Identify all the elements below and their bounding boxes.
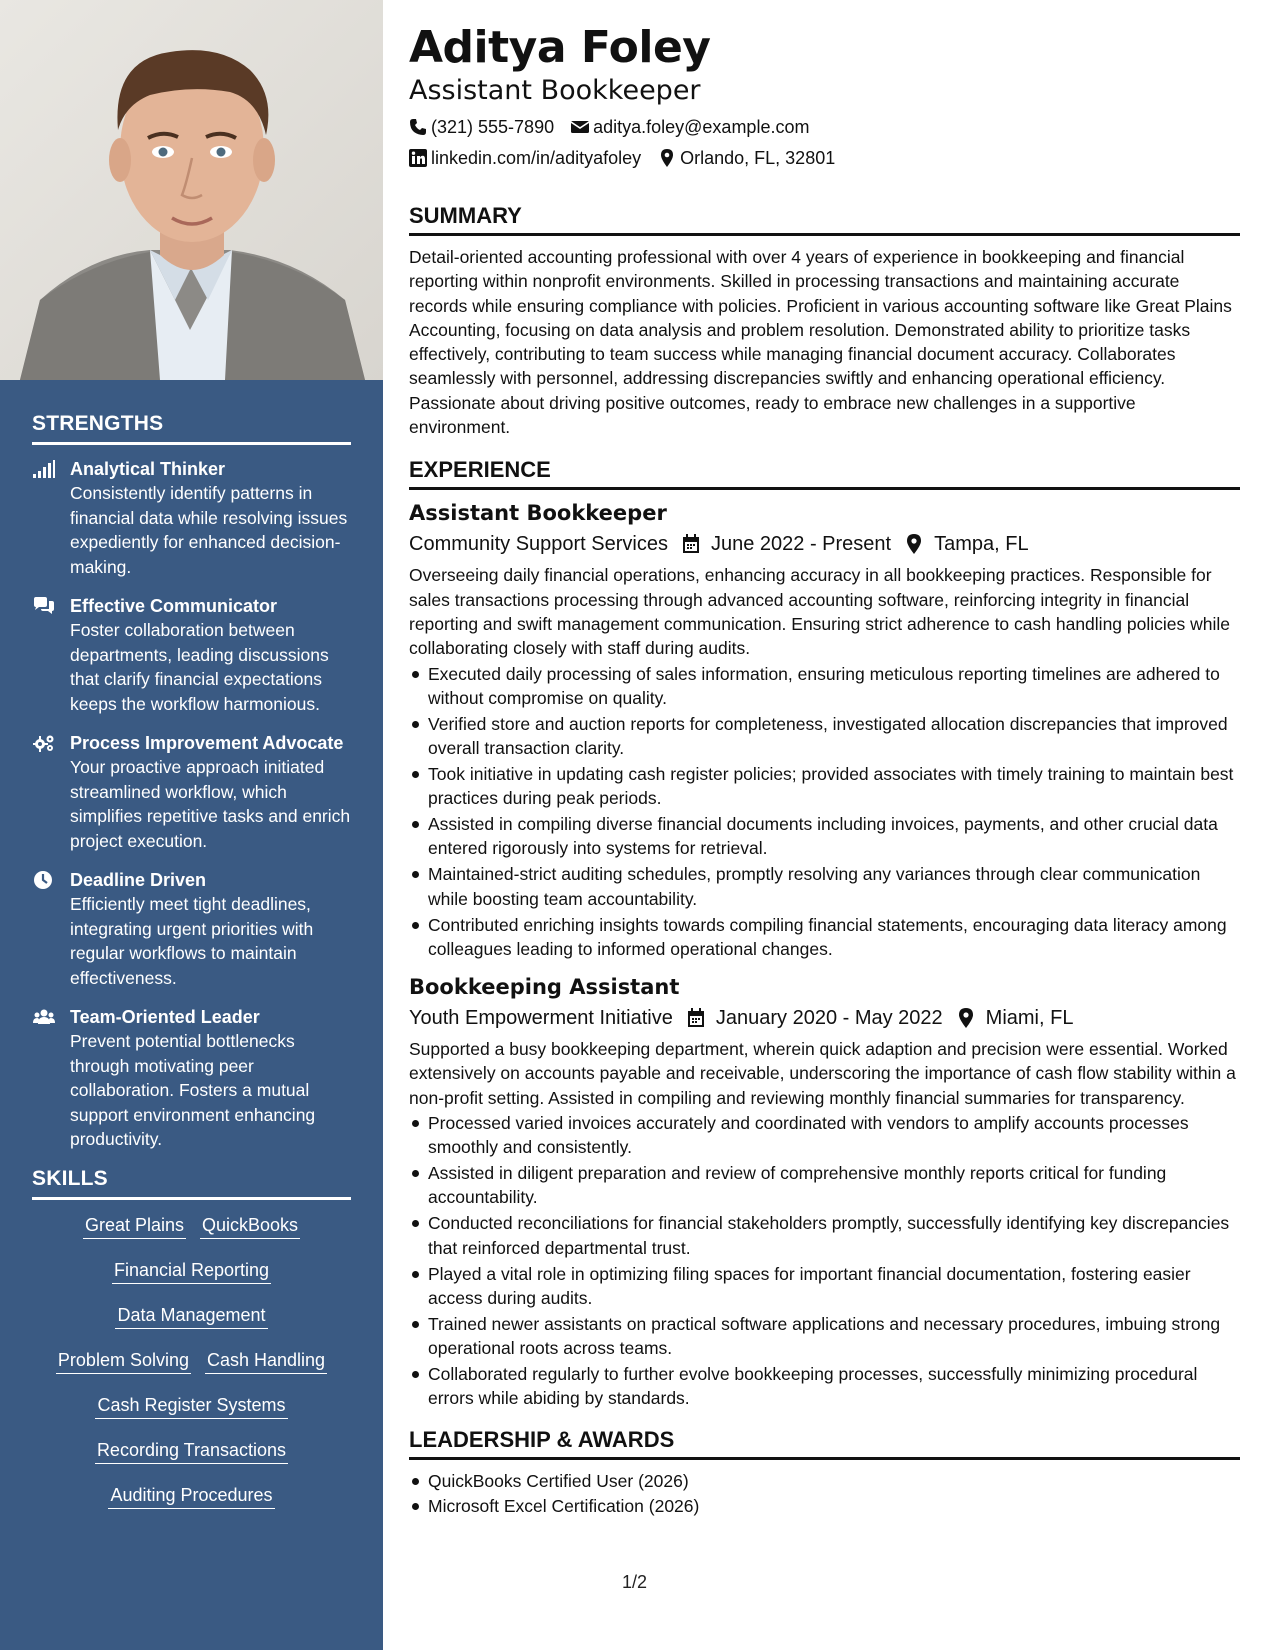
map-pin-icon [957,1008,975,1028]
sidebar [0,0,383,1650]
bullet-item: Played a vital role in optimizing filing spaces for important financial documentation, fostering easier access during audits. [409,1262,1240,1311]
contact-row [409,114,1240,140]
bullet-item: Collaborated regularly to further evolve bookkeeping processes, successfully minimizing procedural errors while abiding by standards. [409,1362,1240,1411]
map-pin-icon [658,149,676,167]
strength-title: Analytical Thinker [70,459,226,479]
linkedin-link[interactable]: linkedin.com/in/adityafoley [431,148,642,168]
strength-description: Your proactive approach initiated streamlined workflow, which simplifies repetitive tasks and enrich project execution. [70,757,351,851]
summary-text: Detail-oriented accounting professional with over 4 years of experience in bookkeeping and financial reporting within nonprofit environments. Skilled in processing transactions and maintaining accurate records while ensuring compliance with policies. Proficient in various accounting software like Great Plains Accounting, focusing on data analysis and problem resolution. Demonstrated ability to prioritize tasks effectively, contributing to team success while managing financial document accuracy. Collaborates seamlessly with personnel, addressing discrepancies swiftly and enhancing operational efficiency. Passionate about driving positive outcomes, ready to embrace new challenges in a supportive environment. [409,247,1232,438]
job-bullets [409,662,1240,962]
job-location: Miami, FL [985,1007,1074,1030]
strength-item [32,868,351,990]
company-name: Youth Empowerment Initiative [409,1007,673,1030]
skill-tag: Cash Register Systems [95,1394,287,1419]
envelope-icon [571,118,589,136]
gears-icon [33,734,55,752]
strength-title: Effective Communicator [70,596,278,616]
contact-row [409,145,1240,171]
calendar-icon [687,1008,705,1028]
job-meta [409,530,1240,558]
strength-title: Team-Oriented Leader [70,1007,260,1027]
calendar-icon [682,534,700,554]
strength-description: Prevent potential bottlenecks through motivating peer collaboration. Fosters a mutual support environment enhancing productivity. [70,1031,316,1149]
job-entry [409,499,1240,961]
profile-photo [0,0,383,380]
signal-bars-icon [33,460,55,478]
bullet-item: Contributed enriching insights towards compiling financial statements, encouraging data literacy among colleagues leading to informed operational changes. [409,913,1240,962]
phone-number[interactable]: (321) 555-7890 [431,117,555,137]
job-dates: January 2020 - May 2022 [715,1007,943,1030]
map-pin-icon [905,534,923,554]
strength-title: Deadline Driven [70,870,207,890]
bullet-item: Executed daily processing of sales information, ensuring meticulous reporting timelines are adhered to without compromise on quality. [409,662,1240,711]
award-item: Microsoft Excel Certification (2026) [409,1494,1240,1518]
location-text: Orlando, FL, 32801 [680,148,836,168]
job-title: Bookkeeping Assistant [409,975,680,1000]
bullet-item: Took initiative in updating cash register policies; provided associates with timely training to maintain best practices during peak periods. [409,762,1240,811]
job-meta [409,1004,1240,1032]
candidate-title: Assistant Bookkeeper [409,75,701,106]
strength-title: Process Improvement Advocate [70,733,344,753]
skills-heading: SKILLS [32,1167,351,1200]
job-description: Supported a busy bookkeeping department, wherein quick adaption and precision were essential. Worked extensively on accounts payable and receivable, underscoring the importance of cash flow stability within a non-profit setting. Assisted in compiling and reviewing monthly financial summaries for transparency. [409,1039,1236,1108]
strength-item [32,731,351,853]
main-content [409,22,1240,1520]
experience-heading: EXPERIENCE [409,456,1240,490]
awards-heading: LEADERSHIP & AWARDS [409,1426,1240,1460]
strength-description: Foster collaboration between departments, leading discussions that clarify financial expectations keeps the workflow harmonious. [70,620,329,714]
bullet-item: Verified store and auction reports for completeness, investigated allocation discrepancies that improved overall transaction clarity. [409,712,1240,761]
bullet-item: Conducted reconciliations for financial stakeholders promptly, successfully identifying key discrepancies that reinforced departmental trust. [409,1211,1240,1260]
strength-item [32,1005,351,1152]
skill-tag: Problem Solving [56,1349,191,1374]
bullet-item: Assisted in diligent preparation and review of comprehensive monthly reports critical for funding accountability. [409,1161,1240,1210]
users-icon [33,1008,55,1026]
job-bullets [409,1111,1240,1411]
strength-item [32,594,351,716]
portrait-image [0,0,383,380]
strength-description: Consistently identify patterns in financial data while resolving issues expediently for enhanced decision-making. [70,483,348,577]
skill-tag: Auditing Procedures [108,1484,274,1509]
bullet-item: Trained newer assistants on practical software applications and necessary procedures, imbuing strong operational roots across teams. [409,1312,1240,1361]
skill-tag: QuickBooks [200,1214,300,1239]
award-item: QuickBooks Certified User (2026) [409,1469,1240,1493]
summary-heading: SUMMARY [409,202,1240,236]
company-name: Community Support Services [409,533,668,556]
linkedin-icon [409,149,427,167]
phone-icon [409,118,427,136]
email-link[interactable]: aditya.foley@example.com [593,117,810,137]
chat-bubbles-icon [33,597,55,615]
job-description: Overseeing daily financial operations, enhancing accuracy in all bookkeeping practices. Responsible for sales transactions processing through advanced accounting software, reinforcing integrity in financial reporting and swift management communication. Ensuring strict adherence to cash handling policies while collaborating closely with staff during audits. [409,565,1230,659]
job-dates: June 2022 - Present [710,533,892,556]
bullet-item: Assisted in compiling diverse financial documents including invoices, payments, and other crucial data entered rigorously into systems for retrieval. [409,812,1240,861]
strength-item [32,457,351,579]
skill-tag: Cash Handling [205,1349,327,1374]
clock-icon [33,871,55,889]
skills-section [32,1167,351,1510]
skill-tag: Data Management [115,1304,267,1329]
bullet-item: Processed varied invoices accurately and coordinated with vendors to amplify accounts processes smoothly and consistently. [409,1111,1240,1160]
job-location: Tampa, FL [934,533,1029,556]
skill-tag: Great Plains [83,1214,186,1239]
strength-description: Efficiently meet tight deadlines, integrating urgent priorities with regular workflows to maintain effectiveness. [70,894,314,988]
awards-list [409,1469,1240,1519]
strengths-heading: STRENGTHS [32,412,351,445]
job-entry [409,973,1240,1410]
job-title: Assistant Bookkeeper [409,501,667,526]
skill-tag: Financial Reporting [112,1259,271,1284]
skill-tag: Recording Transactions [95,1439,288,1464]
bullet-item: Maintained-strict auditing schedules, promptly resolving any variances through clear communication while boosting team accountability. [409,862,1240,911]
page-number: 1/2 [622,1572,648,1592]
candidate-name: Aditya Foley [409,22,711,73]
